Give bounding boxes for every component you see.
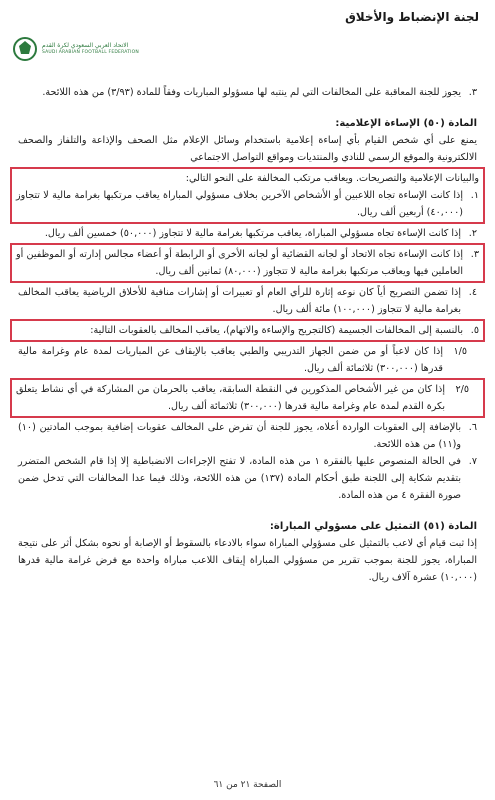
article-50-item-6	[18, 419, 477, 453]
article-51-heading: المادة (٥١) التمثيل على مسؤولي المباراة:	[269, 521, 477, 532]
article-50-item-3	[16, 246, 479, 280]
logo-arabic-text: الاتحاد العربي السعودي لكرة القدم	[42, 42, 129, 49]
article-50-intro: يمنع على أي شخص القيام بأي إساءة إعلامية باستخدام وسائل الإعلام مثل الصحف والإذاعة والتلفاز والصحف الالكترونية والموقع الرسمي للنادي والمنتديات ومواقع التواصل الاجتماعي	[18, 135, 477, 163]
item-number: ٢/٥	[455, 384, 469, 395]
page-number: الصفحة ٢١ من ٦١	[213, 780, 282, 790]
item-text: إذا كانت الإساءة تجاه الاتحاد أو لجانه القضائية أو لجانه الأخرى أو الرابطة أو أعضاء مجالس إدارته أو الموظفين أو العاملين فيها ويعاقب مرتكبها بغرامة مالية لا تتجاوز (٨٠,٠٠٠) ثمانين ألف ريال.	[16, 249, 463, 277]
article-50-item-2	[18, 225, 477, 242]
item-text: إذا كانت الإساءة تجاه اللاعبين أو الأشخاص الآخرين بخلاف مسؤولي المباراة يعاقب مرتكبها بغرامة مالية لا تتجاوز (٤٠,٠٠٠) أربعين ألف ريال.	[16, 190, 463, 218]
logo-english-text: SAUDI ARABIAN FOOTBALL FEDERATION	[42, 50, 139, 55]
item-number: ٥.	[470, 325, 479, 336]
item-text: بالإضافة إلى العقوبات الواردة أعلاه، يجوز للجنة أن تفرض على المخالف عقوبات إضافية بموجب المادتين (١٠) و(١١) من هذه اللائحة.	[18, 422, 461, 450]
item-text: يجوز للجنة المعاقبة على المخالفات التي لم ينتبه لها مسؤولو المباريات وفقاً للمادة (٣/٩٣) من هذه اللائحة.	[42, 87, 461, 98]
football-ball-icon	[12, 36, 38, 62]
federation-logo	[12, 36, 139, 62]
highlight-box-3	[10, 319, 485, 342]
item-number: ١/٥	[453, 346, 467, 357]
item-number: ٤.	[468, 287, 477, 298]
item-number: ٦.	[468, 422, 477, 433]
highlight-box-2	[10, 243, 485, 283]
document-body	[18, 84, 477, 586]
article-50-item-5	[16, 322, 479, 339]
item-text: إذا كان من غير الأشخاص المذكورين في النقطة السابقة، يعاقب بالحرمان من المشاركة في أي نشاط يتعلق بكرة القدم لمدة عام وغرامة مالية قدرها (٣٠٠,٠٠٠) ثلاثمائة ألف ريال.	[16, 384, 445, 412]
item-number: ٣.	[470, 249, 479, 260]
item-text: إذا كان لاعباً أو من ضمن الجهاز التدريبي والطبي يعاقب بالإيقاف عن المباريات لمدة عام وغرامة مالية قدرها (٣٠٠,٠٠٠) ثلاثمائة ألف ريال.	[18, 346, 443, 374]
item-text: في الحالة المنصوص عليها بالفقرة ١ من هذه المادة، لا تفتح الإجراءات الانضباطية إلا إذا قام الشخص المتضرر بتقديم شكاية إلى اللجنة طبق أحكام المادة (١٣٧) من هذه اللائحة، وذلك فيما عدا المخالفات التي تدخل ضمن صورة الفقرة ٤ من هذه المادة.	[18, 456, 461, 501]
article-50-item-1	[16, 187, 479, 221]
highlight-box-1	[10, 167, 485, 224]
item-text: إذا كانت الإساءة تجاه مسؤولي المباراة، يعاقب مرتكبها بغرامة مالية لا تتجاوز (٥٠,٠٠٠) خمسين ألف ريال.	[44, 228, 461, 239]
item-text: بالنسبة إلى المخالفات الجسيمة (كالتجريح والإساءة والاتهام)، يعاقب المخالف بالعقوبات التالية:	[90, 325, 463, 336]
item-number: ١.	[470, 190, 479, 201]
item-number: ٧.	[468, 456, 477, 467]
paragraph-item-3	[18, 84, 477, 101]
article-50-intro-end: والبيانات الإعلامية والتصريحات. ويعاقب مرتكب المخالفة على النحو التالي:	[185, 173, 479, 184]
article-50-item-4	[18, 284, 477, 318]
article-50-heading: المادة (٥٠) الإساءة الإعلامية:	[335, 118, 477, 129]
item-number: ٣.	[468, 87, 477, 98]
article-51-text: إذا ثبت قيام أي لاعب بالتمثيل على مسؤولي المباراة سواء بالادعاء بالسقوط أو الإصابة أو نحوه بشكل أثر على نتيجة المباراة، يجوز للجنة بموجب تقرير من مسؤولي المباراة إيقاف اللاعب مباراة واحدة مع فرض غرامة مالية قدرها (١٠,٠٠٠) عشرة آلاف ريال.	[18, 538, 477, 583]
highlight-box-4	[10, 378, 485, 418]
item-number: ٢.	[468, 228, 477, 239]
item-text: إذا تضمن التصريح أياً كان نوعه إثارة للرأي العام أو تعبيرات أو إشارات منافية للأخلاق الرياضية يعاقب المخالف بغرامة مالية لا تتجاوز (١٠٠,٠٠٠) مائة ألف ريال.	[18, 287, 461, 315]
article-50-subitem-5-2	[16, 381, 479, 415]
article-50-subitem-5-1	[18, 343, 477, 377]
article-50-item-7	[18, 453, 477, 504]
committee-title: لجنة الإنضباط والأخلاق	[345, 10, 479, 24]
